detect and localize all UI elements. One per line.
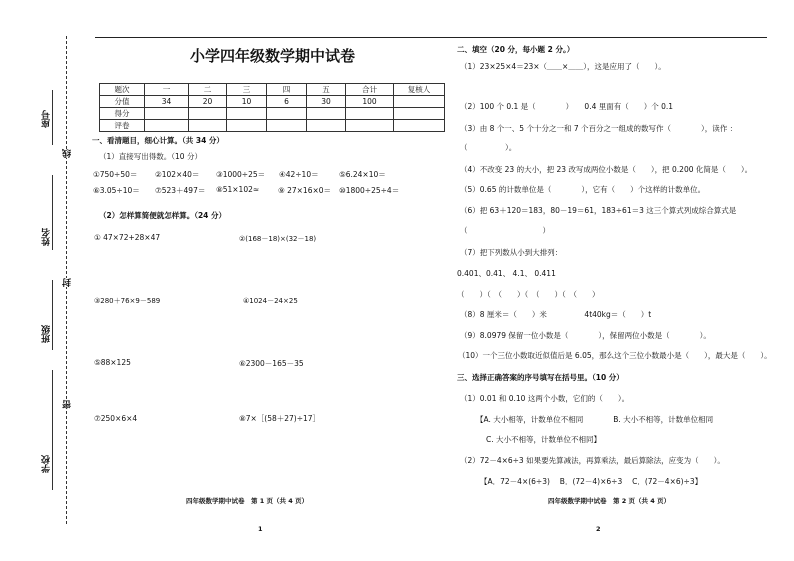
table-cell[interactable] [227,120,267,132]
table-row [100,96,445,108]
fill-question: （1）23×25×4＝23×（＿＿×＿＿），这是应用了（ ）。 [460,62,666,71]
table-cell: 合计 [346,84,394,96]
choice-options: 【A. 大小相等，计数单位不相同 B. 大小不相等，计数单位相同 [476,415,714,424]
fill-question: （ ）（ （ ）（ （ ）（ （ ） [457,290,600,299]
table-cell: 五 [307,84,346,96]
table-row [100,108,445,120]
problem-item: ⑤88×125 [94,358,131,367]
cut-char-1: 线 [63,149,73,158]
calc-item: ⑥3.05÷10＝ [93,186,140,195]
page-title: 小学四年级数学期中试卷 [190,47,356,65]
score-table [99,83,445,132]
fill-question: （10）一个三位小数取近似值后是 6.05，那么这个三位小数最小是（ ），最大是（ ）。 [458,351,772,360]
table-cell[interactable] [346,108,394,120]
section-1-heading: 一、看清题目，细心计算。（共 34 分） [92,136,224,145]
page-footer: 四年级数学期中试卷 第 1 页（共 4 页） [186,497,309,505]
calc-item: ②102×40＝ [155,170,200,179]
table-row [100,84,445,96]
sub-heading-1: （1）直接写出得数。（10 分） [99,152,202,161]
calc-item: ③1000÷25＝ [216,170,266,179]
table-row [100,120,445,132]
problem-item: ① 47×72+28×47 [94,233,161,242]
choice-question: （2）72－4×6÷3 如果要先算减法，再算乘法，最后算除法，应变为（ ）。 [460,456,725,465]
table-cell: 100 [346,96,394,108]
calc-item: ⑨ 27×16×0＝ [278,186,332,195]
page-number: 2 [596,525,601,533]
problem-item: ④1024－24×25 [243,297,298,305]
table-cell[interactable] [394,108,445,120]
problem-item: ②(168－18)×(32－18) [239,235,317,243]
table-cell: 30 [307,96,346,108]
problem-item: ⑦250×6×4 [94,414,138,423]
name-label: 姓名 [42,228,52,246]
table-cell: 分值 [100,96,145,108]
problem-item: ③280＋76×9－589 [94,297,161,305]
table-cell: 评卷 [100,120,145,132]
calc-item: ⑤6.24×10＝ [339,170,386,179]
choice-options: C. 大小不相等，计数单位不相同】 [486,435,602,444]
fill-question: （5）0.65 的计数单位是（ ），它有（ ）个这样的计数单位。 [460,185,706,194]
calc-item: ⑦523＋497＝ [155,186,206,195]
calc-item: ⑩1800÷25÷4＝ [339,186,400,195]
table-cell[interactable] [307,108,346,120]
fill-question: （4）不改变 23 的大小，把 23 改写成两位小数是（ ），把 0.200 化简是（ ）。 [460,165,753,174]
table-cell[interactable] [189,120,227,132]
problem-item: ⑥2300－165－35 [239,359,304,368]
table-cell: 一 [145,84,189,96]
table-cell: 题次 [100,84,145,96]
table-cell: 34 [145,96,189,108]
section-2-heading: 二、填空（20 分，每小题 2 分。） [457,45,575,54]
table-cell: 四 [267,84,307,96]
table-cell: 二 [189,84,227,96]
school-label: 学校 [42,455,52,473]
choice-options: 【A．72－4×(6÷3) B．(72－4)×6÷3 C．(72－4×6)÷3】 [480,477,703,486]
table-cell[interactable] [145,120,189,132]
table-cell: 20 [189,96,227,108]
table-cell[interactable] [227,108,267,120]
table-cell: 三 [227,84,267,96]
table-cell[interactable] [145,108,189,120]
calc-item: ①750÷50＝ [93,170,138,179]
table-cell[interactable] [267,108,307,120]
fill-question: （8）8 厘米＝（ ）米 4t40kg＝（ ）t [460,310,652,319]
table-cell[interactable] [267,120,307,132]
fill-question: 0.401、0.41、 4.1、 0.411 [457,269,556,278]
choice-question: （1）0.01 和 0.10 这两个小数，它们的（ ）。 [460,394,630,403]
table-cell: 得分 [100,108,145,120]
fill-question: （9）8.0979 保留一位小数是（ ），保留两位小数是（ ）。 [460,331,711,340]
fill-question: （ ） [460,226,550,235]
cut-char-2: 封 [63,278,73,287]
fill-question: （7）把下列数从小到大排列： [460,248,563,257]
cut-char-3: 密 [63,400,73,409]
section-3-heading: 三、选择正确答案的序号填写在括号里。（10 分） [457,373,624,382]
table-cell: 6 [267,96,307,108]
fill-question: （6）把 63＋120＝183，80－19＝61，183÷61＝3 这三个算式列成综合算式是 [460,206,737,215]
table-cell[interactable] [307,120,346,132]
table-cell[interactable] [346,120,394,132]
table-cell [394,96,445,108]
table-cell[interactable] [189,108,227,120]
problem-item: ⑧7×［(58＋27)÷17］ [239,414,321,423]
class-label: 班级 [42,325,52,343]
fill-question: （ ）。 [460,143,517,152]
table-cell[interactable] [394,120,445,132]
calc-item: ⑧51×102≈ [216,185,260,194]
seat-label: 座号 [42,110,52,128]
fill-question: （2）100 个 0.1 是（ ） 0.4 里面有（ ）个 0.1 [460,102,674,111]
page-number: 1 [258,525,263,533]
fill-question: （3）由 8 个一、5 个十分之一和 7 个百分之一组成的数写作（ ），读作 ： [460,124,738,133]
table-cell: 10 [227,96,267,108]
sub-heading-2: （2）怎样算简便就怎样算。（24 分） [99,211,227,220]
table-cell: 复核人 [394,84,445,96]
page-footer: 四年级数学期中试卷 第 2 页（共 4 页） [548,497,671,505]
calc-item: ④42÷10＝ [279,170,319,179]
top-border [95,37,767,38]
